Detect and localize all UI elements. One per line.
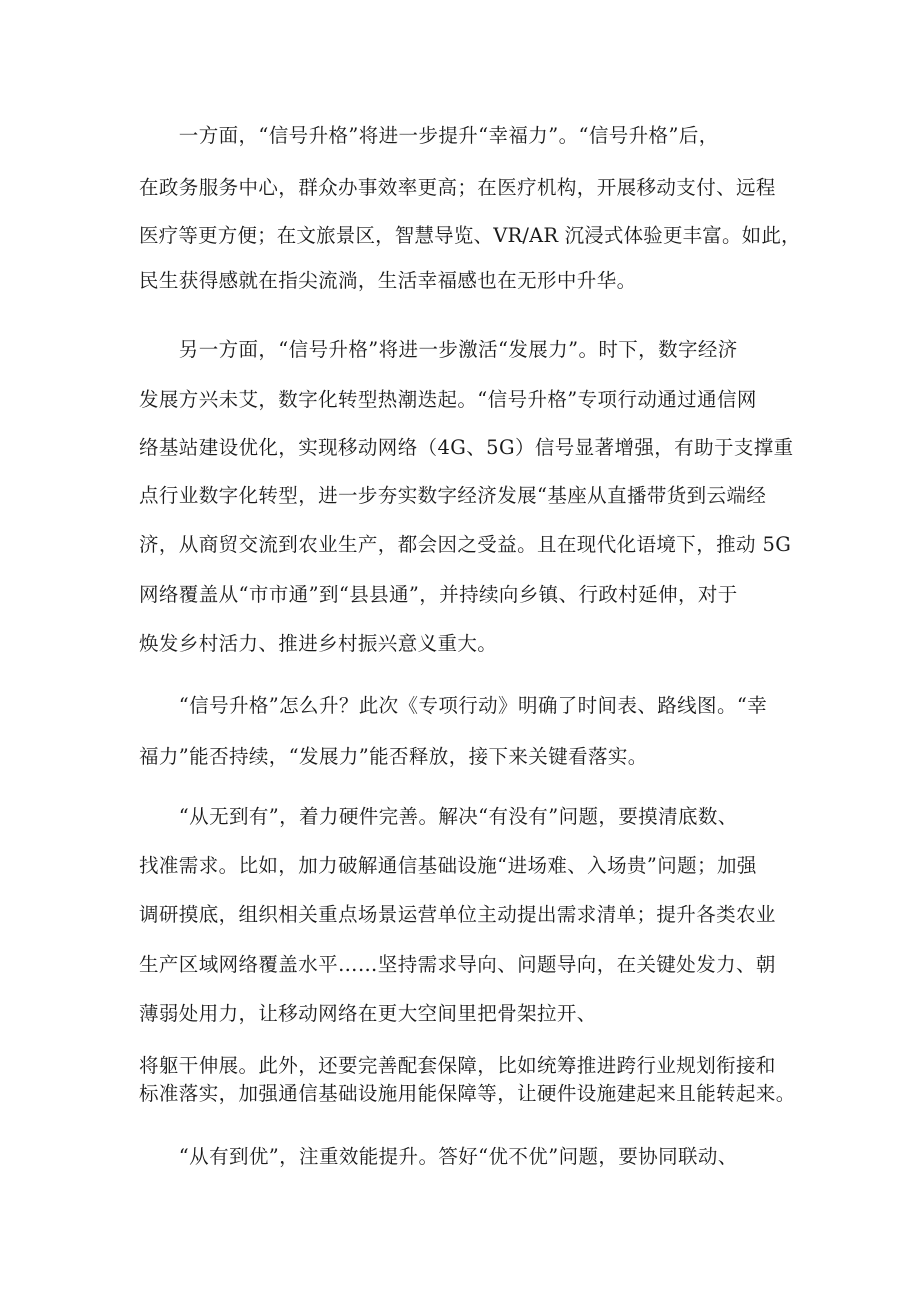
text-line: 薄弱处用力，让移动网络在更大空间里把骨架拉开、 — [139, 1002, 597, 1025]
text-line: “从无到有”，着力硬件完善。解决“有没有”问题，要摸清底数、 — [139, 805, 738, 828]
text-line: 点行业数字化转型，进一步夯实数字经济发展“基座从直播带货到云端经 — [139, 484, 767, 507]
text-line: 络基站建设优化，实现移动网络（4G、5G）信号显著增强，有助于支撑重 — [139, 436, 794, 459]
text-line: 调研摸底，组织相关重点场景运营单位主动提出需求清单；提升各类农业 — [139, 903, 776, 926]
text-line: 另一方面，“信号升格”将进一步激活“发展力”。时下，数字经济 — [139, 338, 738, 361]
text-line: 在政务服务中心，群众办事效率更高；在医疗机构，开展移动支付、远程 — [139, 176, 776, 199]
text-line: 焕发乡村活力、推进乡村振兴意义重大。 — [139, 632, 498, 655]
text-line: 济，从商贸交流到农业生产，都会因之受益。且在现代化语境下，推动 5G — [139, 533, 792, 556]
text-line: 标准落实，加强通信基础设施用能保障等，让硬件设施建起来且能转起来。 — [139, 1082, 796, 1105]
text-line: 发展方兴未艾，数字化转型热潮迭起。“信号升格”专项行动通过通信网 — [139, 388, 757, 411]
text-line: “从有到优”，注重效能提升。答好“优不优”问题，要协同联动、 — [139, 1145, 738, 1168]
text-line: 福力”能否持续，“发展力”能否释放，接下来关键看落实。 — [139, 745, 648, 768]
text-line: 一方面，“信号升格”将进一步提升“幸福力”。“信号升格”后， — [139, 124, 719, 147]
text-line: “信号升格”怎么升？此次《专项行动》明确了时间表、路线图。“幸 — [139, 694, 768, 717]
text-line: 生产区域网络覆盖水平……坚持需求导向、问题导向，在关键处发力、朝 — [139, 953, 776, 976]
text-line: 将躯干伸展。此外，还要完善配套保障，比如统筹推进跨行业规划衔接和 — [139, 1054, 776, 1077]
text-line: 找准需求。比如，加力破解通信基础设施“进场难、入场贵”问题；加强 — [139, 854, 757, 877]
text-line: 网络覆盖从“市市通”到“县县通”，并持续向乡镇、行政村延伸，对于 — [139, 583, 738, 606]
text-line: 民生获得感就在指尖流淌，生活幸福感也在无形中升华。 — [139, 269, 637, 292]
text-line: 医疗等更方便；在文旅景区，智慧导览、VR/AR 沉浸式体验更丰富。如此， — [139, 224, 801, 247]
